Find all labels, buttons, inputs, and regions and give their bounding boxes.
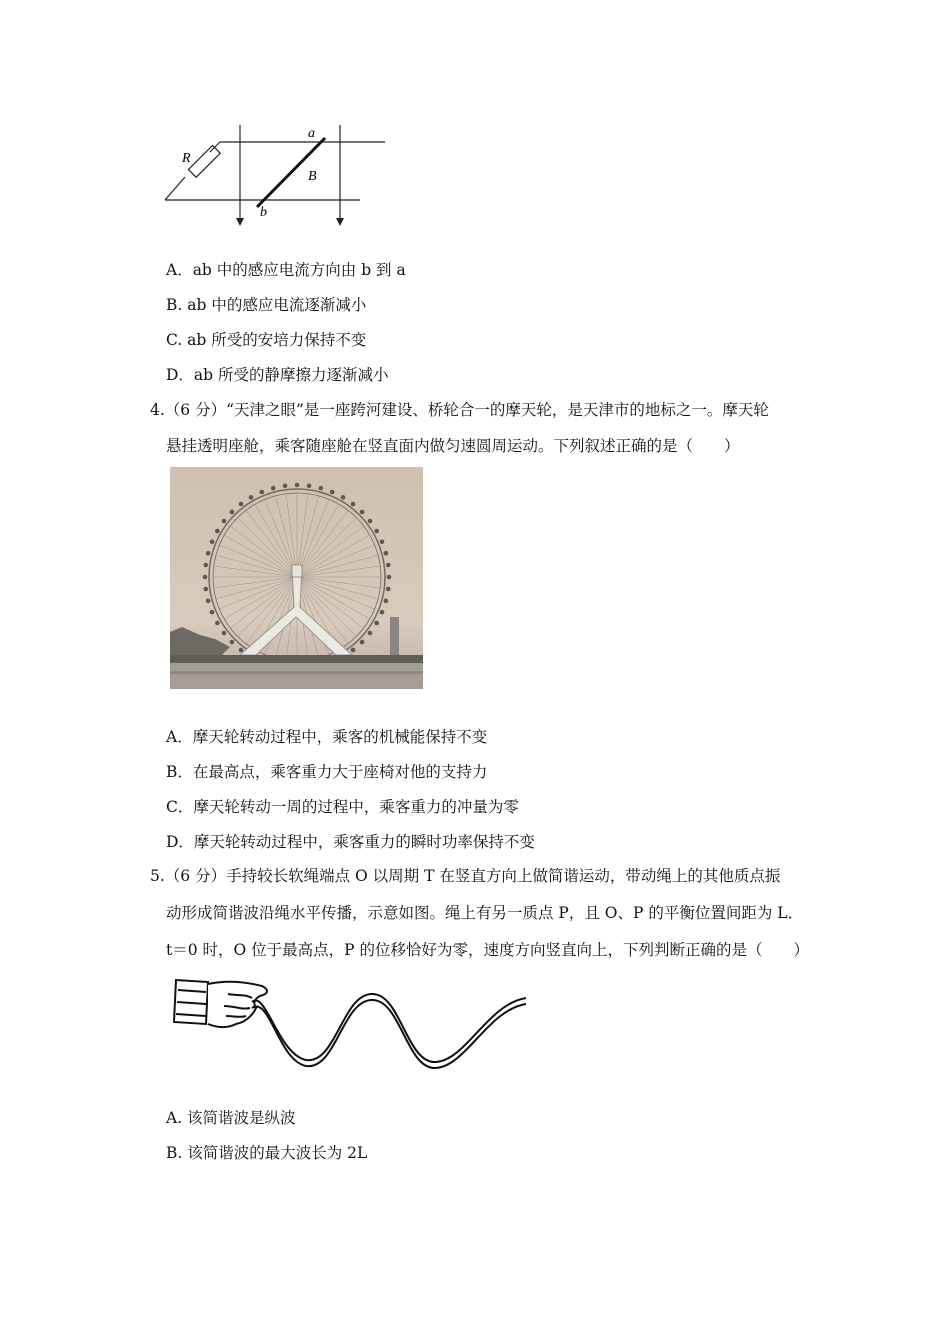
q5-stem-line-3: t＝0 时，O 位于最高点，P 的位移恰好为零，速度方向竖直向上，下列判断正确的是（ ） (166, 941, 810, 959)
q5-option-a: A. 该简谐波是纵波 (166, 1109, 296, 1127)
q4-option-b: B．在最高点，乘客重力大于座椅对他的支持力 (166, 763, 488, 781)
circuit-rail-figure (160, 120, 400, 230)
label-B: B (308, 169, 317, 184)
q4-stem-line-2: 悬挂透明座舱，乘客随座舱在竖直面内做匀速圆周运动。下列叙述正确的是（ ） (166, 437, 740, 455)
label-a: a (308, 126, 315, 141)
q3-option-c: C. ab 所受的安培力保持不变 (166, 331, 367, 349)
label-R: R (182, 151, 191, 166)
q5-stem-line-1: 5.（6 分）手持较长软绳端点 O 以周期 T 在竖直方向上做简谐运动，带动绳上的其他质点振 (150, 867, 781, 885)
q3-option-d: D．ab 所受的静摩擦力逐渐减小 (166, 366, 389, 384)
q4-option-c: C．摩天轮转动一周的过程中，乘客重力的冲量为零 (166, 798, 519, 816)
q4-option-a: A．摩天轮转动过程中，乘客的机械能保持不变 (166, 728, 488, 746)
q5-option-b: B. 该简谐波的最大波长为 2L (166, 1144, 368, 1162)
q4-stem-line-1: 4.（6 分）“天津之眼”是一座跨河建设、桥轮合一的摩天轮，是天津市的地标之一。摩天轮 (150, 401, 769, 419)
label-b: b (260, 205, 267, 220)
q3-option-b: B. ab 中的感应电流逐渐减小 (166, 296, 367, 314)
q5-stem-line-2: 动形成简谐波沿绳水平传播，示意如图。绳上有另一质点 P，且 O、P 的平衡位置间距为 L． (166, 904, 804, 922)
q4-option-d: D．摩天轮转动过程中，乘客重力的瞬时功率保持不变 (166, 833, 535, 851)
q3-option-a: A．ab 中的感应电流方向由 b 到 a (166, 261, 406, 279)
ferris-wheel-photo (170, 467, 423, 689)
rope-wave-figure (166, 972, 536, 1072)
